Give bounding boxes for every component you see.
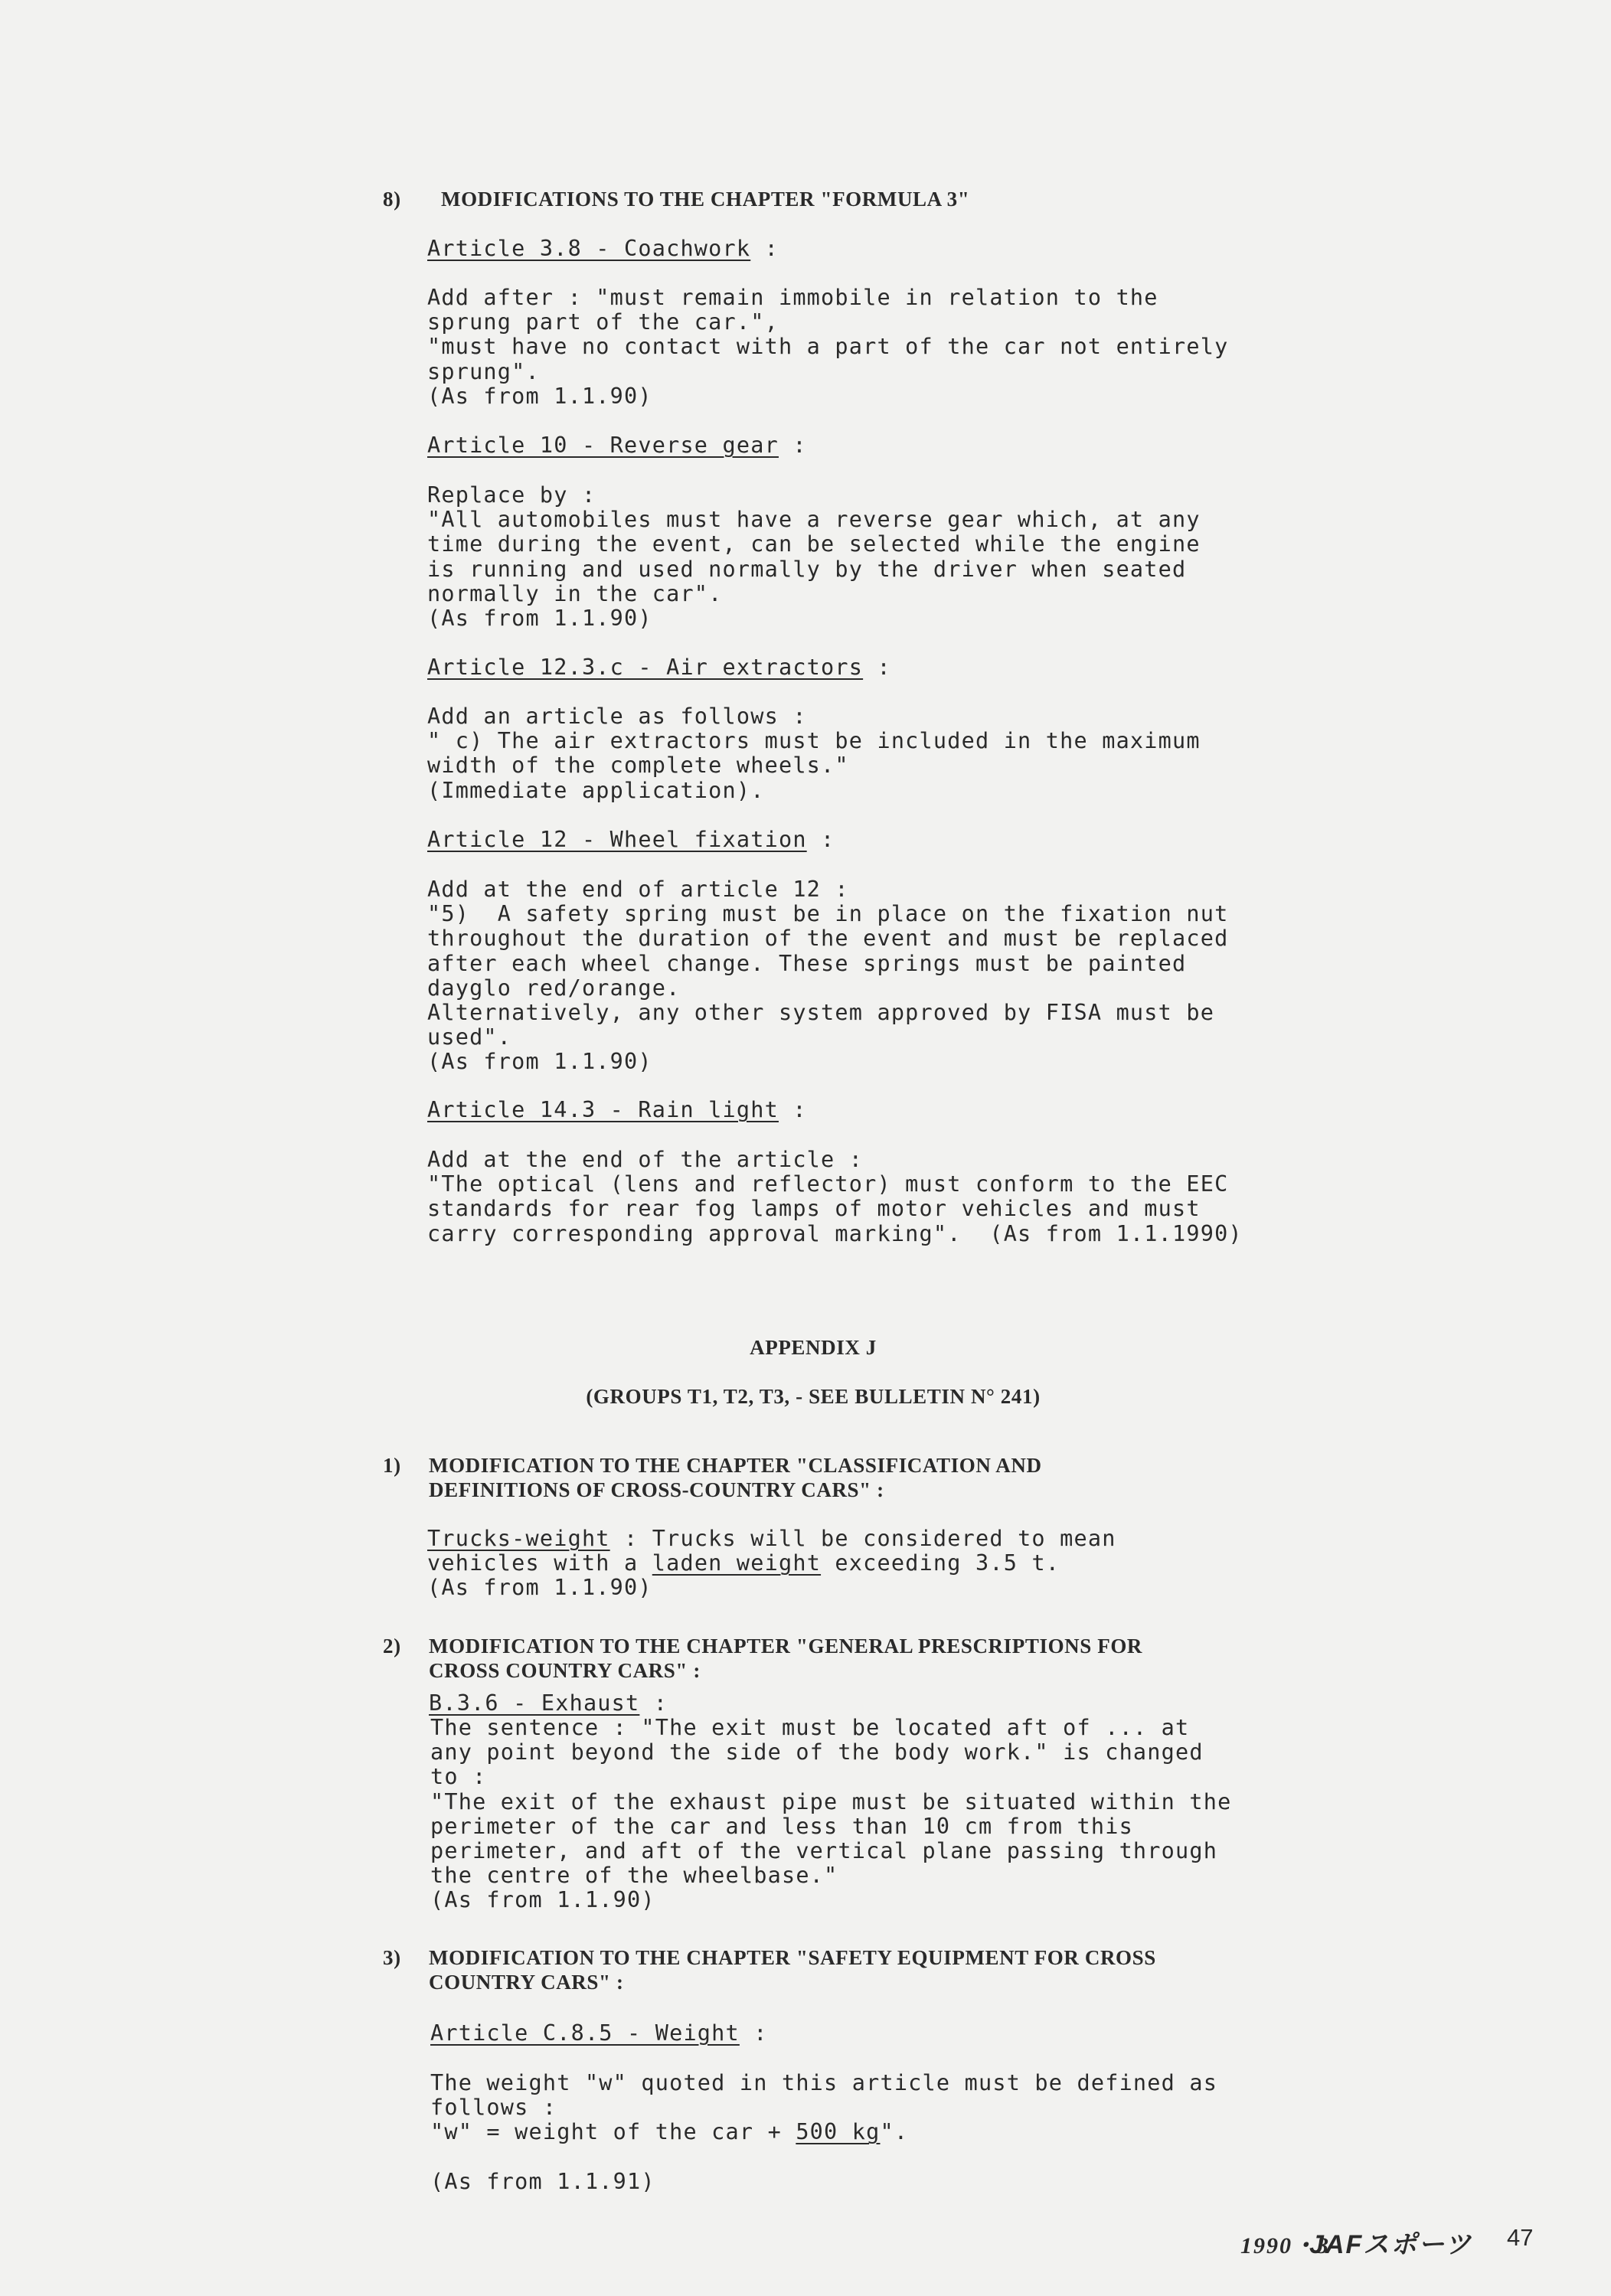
article-heading — [427, 1098, 807, 1122]
article-body: The sentence : "The exit must be located aft of ... at any point beyond the side of the body work." is changed to : "The exit of the exhaust pipe must be situated within the perimeter of the car and less than 10 cm from this perimeter, and aft of the vertical plane passing through the centre of the wheelbase." (As from 1.1.90) — [430, 1715, 1232, 1913]
article-colon: : — [639, 1690, 668, 1716]
article-heading — [429, 1691, 668, 1716]
article-colon: : — [863, 655, 891, 680]
section-heading: MODIFICATION TO THE CHAPTER "CLASSIFICATION AND DEFINITIONS OF CROSS-COUNTRY CARS" : — [429, 1454, 1042, 1502]
section-number: 8) — [383, 188, 401, 211]
article-title: Article 14.3 - Rain light — [427, 1097, 779, 1122]
article-colon: : — [778, 433, 807, 458]
article-title: Article C.8.5 - Weight — [430, 2020, 740, 2046]
appendix-title: APPENDIX J — [750, 1336, 877, 1359]
section-number: 1) — [383, 1454, 401, 1477]
appendix-subtitle: (GROUPS T1, T2, T3, - SEE BULLETIN N° 241) — [586, 1385, 1041, 1408]
article-body: Replace by : "All automobiles must have a reverse gear which, at any time during the event, can be selected while the engine is running and used normally by the driver when seated normally in the car". (As from 1.1.90) — [427, 482, 1201, 632]
article-colon: : — [739, 2020, 768, 2046]
article-heading — [430, 2021, 768, 2046]
article-colon: : — [806, 827, 835, 852]
article-body: The weight "w" quoted in this article must be defined as follows : "w" = weight of the car + 500 kg". — [430, 2070, 1218, 2145]
article-title: B.3.6 - Exhaust — [429, 1690, 640, 1716]
page-number: 47 — [1507, 2224, 1534, 2251]
article-title: Article 3.8 - Coachwork — [427, 236, 751, 261]
article-heading — [427, 433, 807, 458]
section-number: 2) — [383, 1635, 401, 1657]
article-heading — [427, 828, 835, 852]
article-body: Add at the end of article 12 : "5) A safety spring must be in place on the fixation nut throughout the duration of the event and must be replaced after each wheel change. These springs must be painted dayglo red/orange. Alternatively, any other system approved by FISA must be used". (As from 1.1.90) — [427, 877, 1229, 1075]
section-number: 3) — [383, 1946, 401, 1969]
term-laden-weight: laden weight — [652, 1550, 822, 1576]
section-heading: MODIFICATIONS TO THE CHAPTER "FORMULA 3" — [441, 188, 970, 211]
article-note: (As from 1.1.91) — [430, 2169, 655, 2194]
article-title: Article 12.3.c - Air extractors — [427, 655, 864, 680]
term-500kg: 500 kg — [796, 2119, 881, 2145]
article-heading — [427, 237, 779, 261]
section-heading: MODIFICATION TO THE CHAPTER "GENERAL PRESCRIPTIONS FOR CROSS COUNTRY CARS" : — [429, 1635, 1143, 1683]
article-heading — [427, 655, 891, 680]
article-title: Article 12 - Wheel fixation — [427, 827, 807, 852]
article-body: Add an article as follows : " c) The air extractors must be included in the maximum width of the complete wheels." (Immediate application). — [427, 704, 1201, 803]
footer-magazine-logo: JAFスポーツ — [1309, 2230, 1472, 2259]
term-trucks-weight: Trucks-weight — [427, 1526, 610, 1551]
article-colon: : — [778, 1097, 807, 1122]
article-title: Article 10 - Reverse gear — [427, 433, 779, 458]
article-colon: : — [750, 236, 779, 261]
section-heading: MODIFICATION TO THE CHAPTER "SAFETY EQUIPMENT FOR CROSS COUNTRY CARS" : — [429, 1946, 1156, 1994]
section-body: Trucks-weight : Trucks will be considered to mean vehicles with a laden weight exceeding 3.5 t. (As from 1.1.90) — [427, 1526, 1116, 1601]
article-body: Add after : "must remain immobile in relation to the sprung part of the car.", "must have no contact with a part of the car not entirely sprung". (As from 1.1.90) — [427, 285, 1229, 409]
article-body: Add at the end of the article : "The optical (lens and reflector) must conform to the EEC standards for rear fog lamps of motor vehicles and must carry corresponding approval marking". (As from 1.1.1990) — [427, 1147, 1243, 1246]
footer-date: 1990・3 — [1240, 2233, 1330, 2258]
